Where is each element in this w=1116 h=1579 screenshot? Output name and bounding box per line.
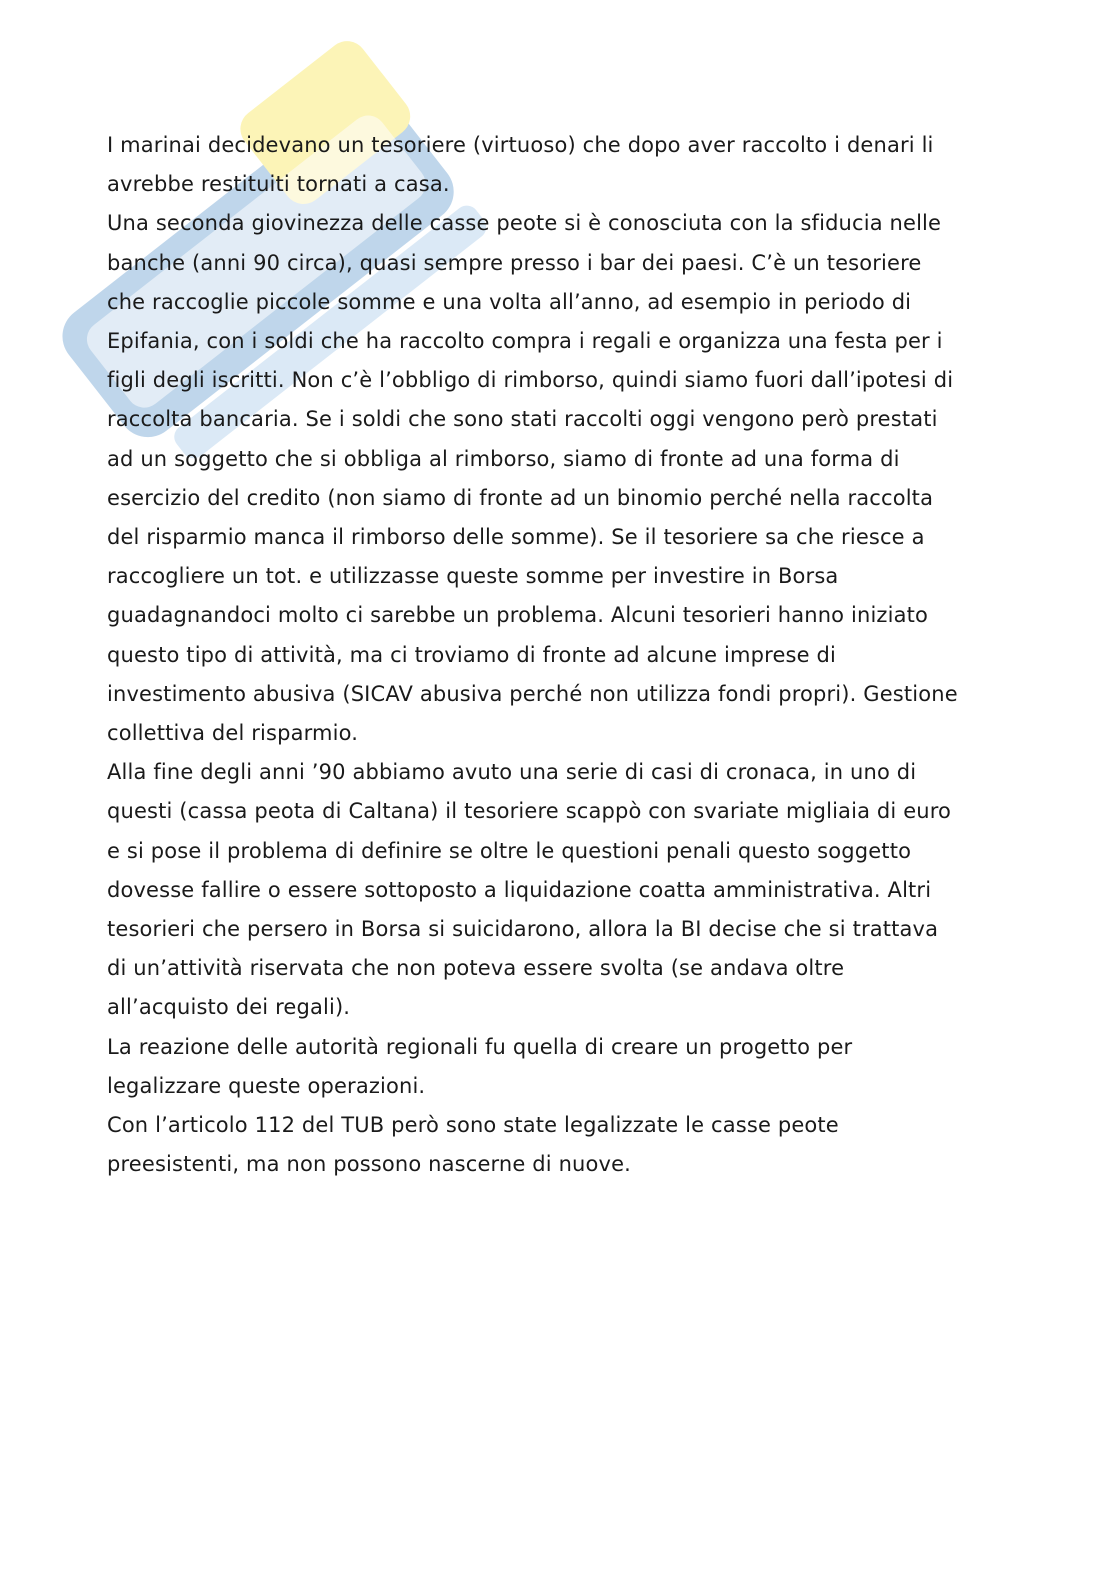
paragraph-4: La reazione delle autorità regionali fu quella di creare un progetto per legalizzare queste operazioni. bbox=[107, 1034, 853, 1098]
paragraph-5: Con l’articolo 112 del TUB però sono state legalizzate le casse peote preesistenti, ma non possono nascerne di nuove. bbox=[107, 1113, 839, 1177]
paragraph-3: Alla fine degli anni ’90 abbiamo avuto una serie di casi di cronaca, in uno di questi (cassa peota di Caltana) il tesoriere scappò con svariate migliaia di euro e si pose il problema di definire se oltre le questioni penali questo soggetto dovesse fallire o essere sottoposto a liquidazione coatta amministrativa. Altri tesorieri che persero in Borsa si suicidarono, allora la BI decise che si trattava di un’attività riservata che non poteva essere svolta (se andava oltre all’acquisto dei regali). bbox=[107, 760, 952, 1020]
document-body bbox=[107, 126, 1007, 1184]
paragraph-1: I marinai decidevano un tesoriere (virtuoso) che dopo aver raccolto i denari li avrebbe restituiti tornati a casa. bbox=[107, 133, 934, 197]
paragraph-2: Una seconda giovinezza delle casse peote si è conosciuta con la sfiducia nelle banche (anni 90 circa), quasi sempre presso i bar dei paesi. C’è un tesoriere che raccoglie piccole somme e una volta all’anno, ad esempio in periodo di Epifania, con i soldi che ha raccolto compra i regali e organizza una festa per i figli degli iscritti. Non c’è l’obbligo di rimborso, quindi siamo fuori dall’ipotesi di raccolta bancaria. Se i soldi che sono stati raccolti oggi vengono però prestati ad un soggetto che si obbliga al rimborso, siamo di fronte ad una forma di esercizio del credito (non siamo di fronte ad un binomio perché nella raccolta del risparmio manca il rimborso delle somme). Se il tesoriere sa che riesce a raccogliere un tot. e utilizzasse queste somme per investire in Borsa guadagnandoci molto ci sarebbe un problema. Alcuni tesorieri hanno iniziato questo tipo di attività, ma ci troviamo di fronte ad alcune imprese di investimento abusiva (SICAV abusiva perché non utilizza fondi propri). Gestione collettiva del risparmio. bbox=[107, 211, 958, 746]
